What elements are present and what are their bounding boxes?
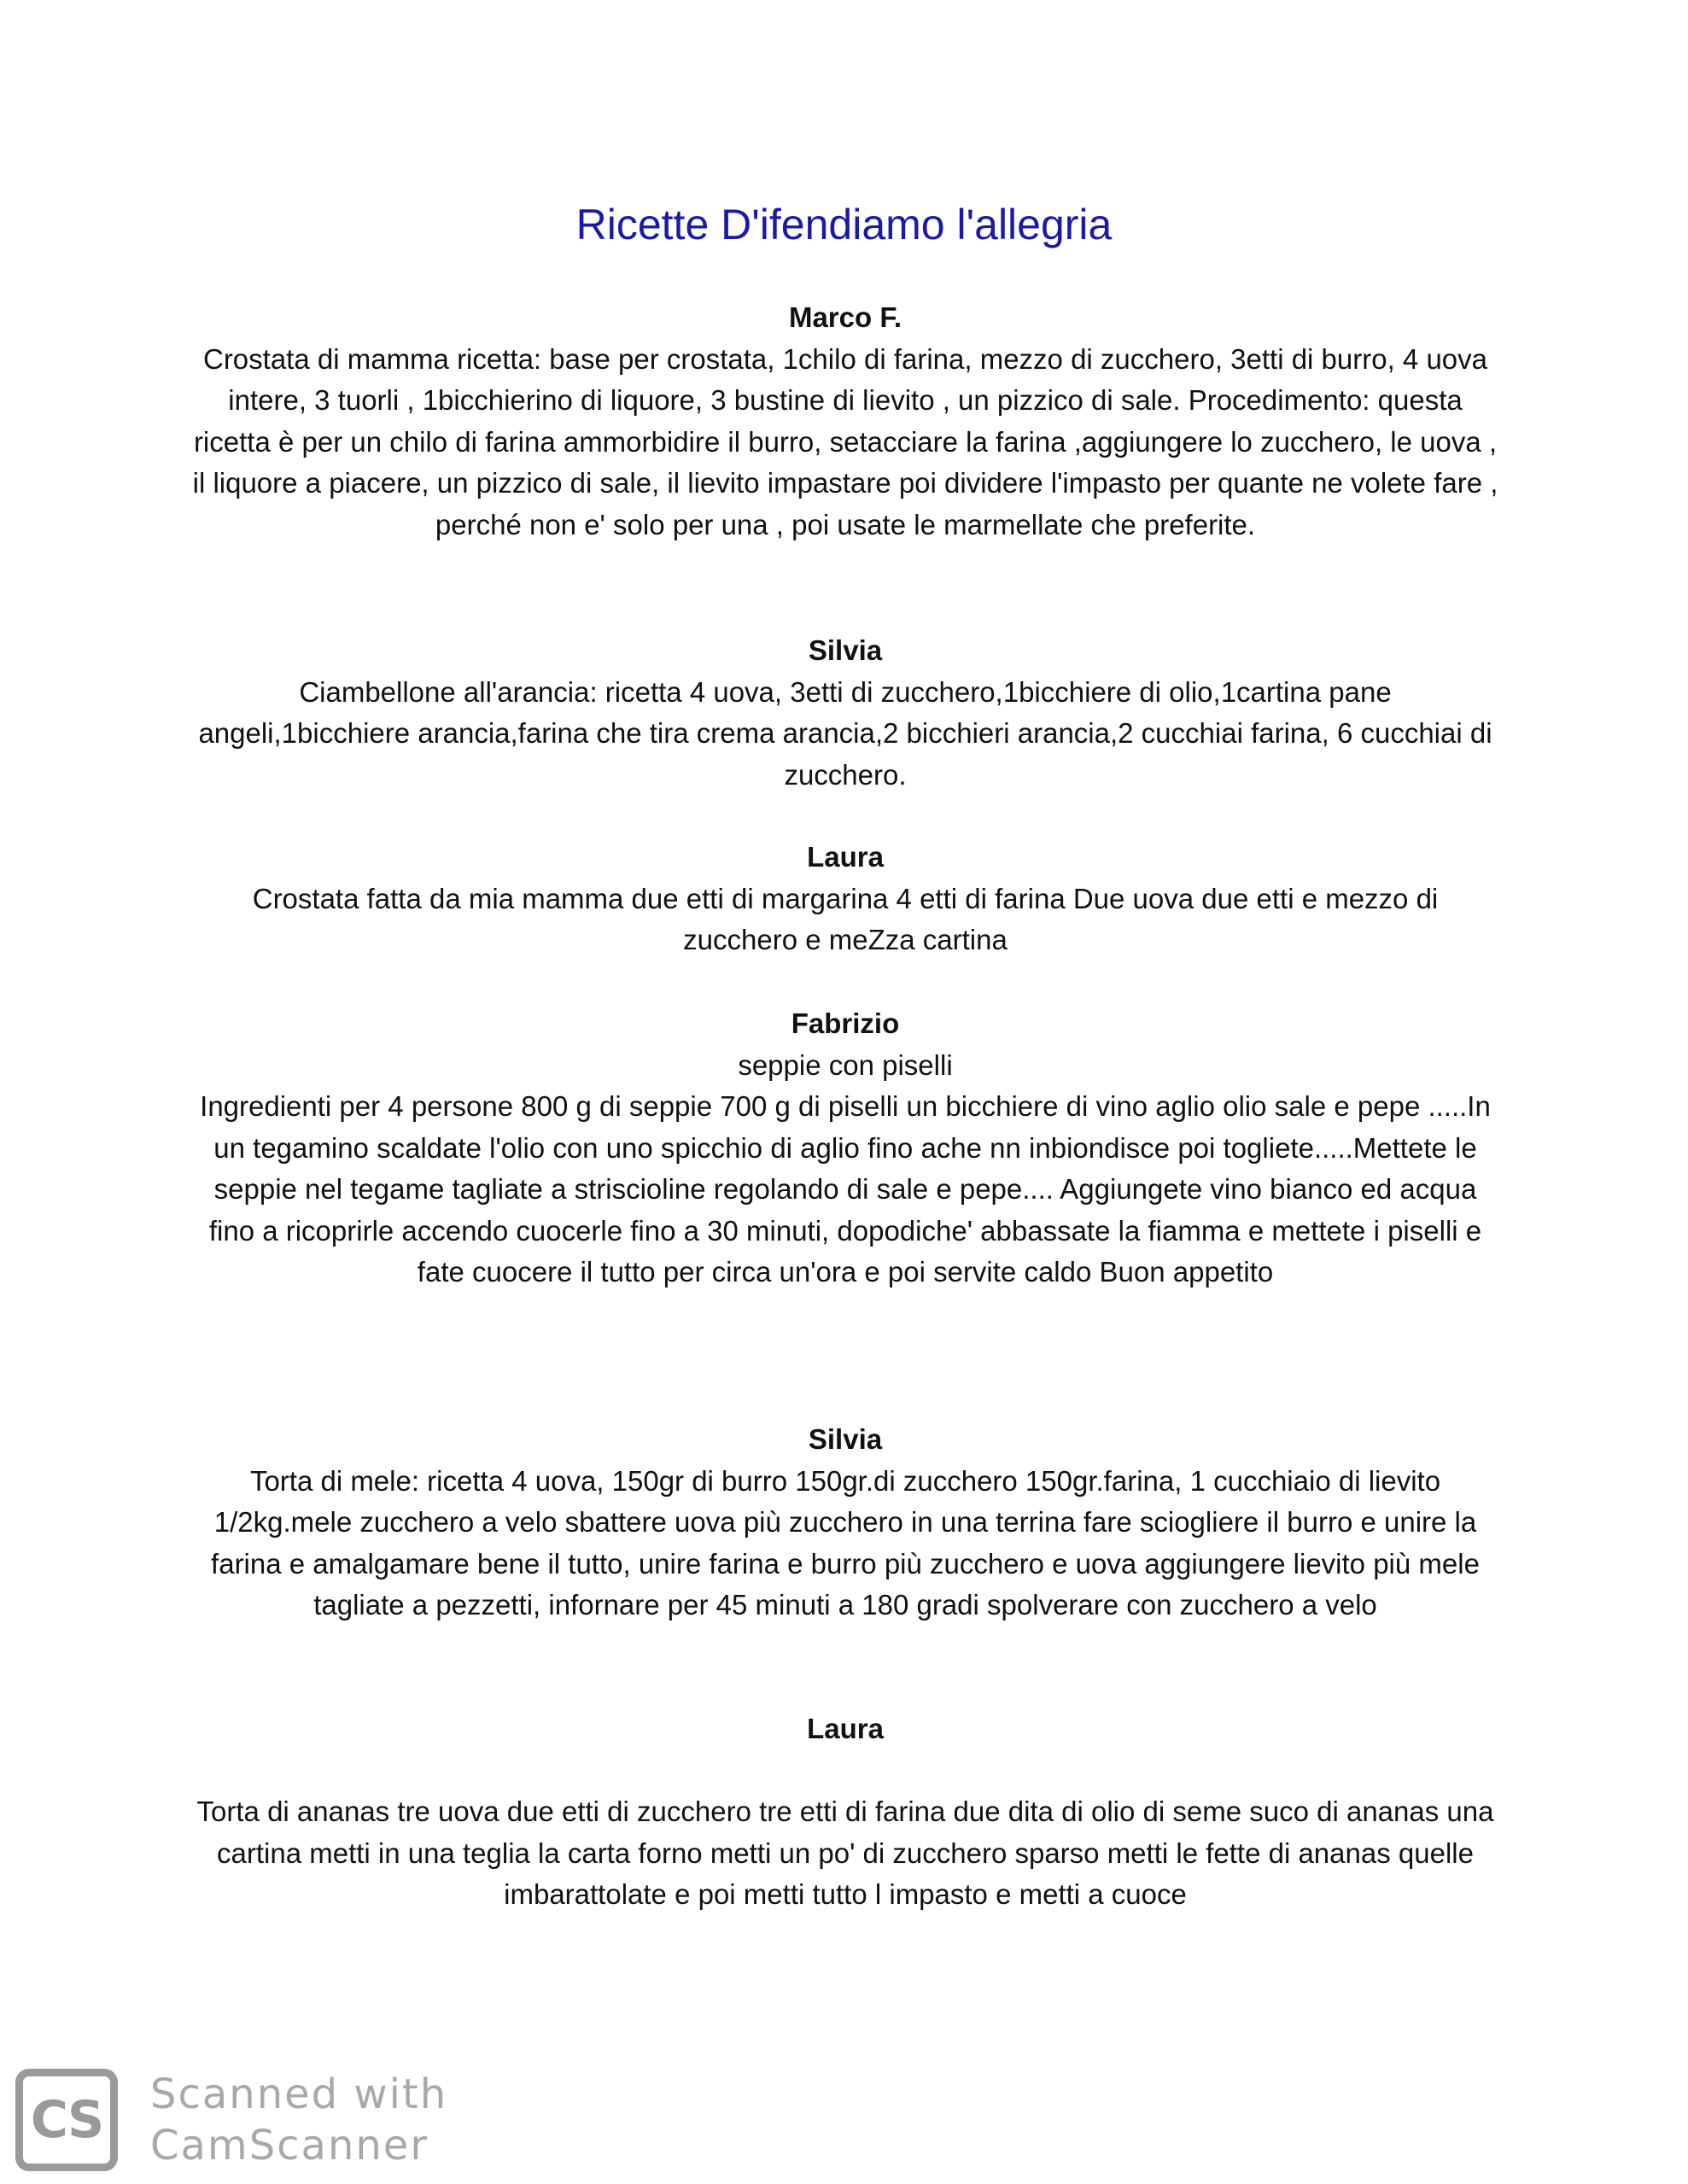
recipe-text: Ingredienti per 4 persone 800 g di seppie 700 g di piselli un bicchiere di vino aglio olio sale e pepe .....In un tegamino scaldate l'olio con uno spicchio di aglio fino ache nn inbiondisce poi togliete.....Mettete le seppie nel tegame tagliate a striscioline regolando di sale e pepe.... Aggiungete vino bianco ed acqua fino a ricoprirle accendo cuocerle fino a 30 minuti, dopodiche' abbassate la fiamma e mettete i piselli e fate cuocere il tutto per circa un'ora e poi servite caldo Buon appetito: [200, 1090, 1491, 1288]
recipe-author: Laura: [807, 1713, 884, 1744]
recipe-text: Crostata di mamma ricetta: base per crostata, 1chilo di farina, mezzo di zucchero, 3etti di burro, 4 uova intere, 3 tuorli , 1bicchierino di liquore, 3 bustine di lievito , un pizzico di sale. Procedimento: questa ricetta è per un chilo di farina ammorbidire il burro, setacciare la farina ,aggiungere lo zucchero, le uova , il liquore a piacere, un pizzico di sale, il lievito impastare poi dividere l'impasto per quante ne volete fare , perché non e' solo per una , poi usate le marmellate che preferite.: [192, 342, 1498, 540]
page-title: Ricette D'ifendiamo l'allegria: [575, 201, 1113, 248]
recipe-laura-crostata: [192, 837, 1498, 961]
camscanner-logo-icon: CS: [15, 2069, 118, 2171]
recipe-silvia-ciambellone: [192, 630, 1498, 796]
watermark-text: [150, 2069, 447, 2171]
recipe-text: Torta di mele: ricetta 4 uova, 150gr di burro 150gr.di zucchero 150gr.farina, 1 cucchiaio di lievito 1/2kg.mele zucchero a velo sbattere uova più zucchero in una terrina fare sciogliere il burro e unire la farina e amalgamare bene il tutto, unire farina e burro più zucchero e uova aggiungere lievito più mele tagliate a pezzetti, infornare per 45 minuti a 180 gradi spolverare con zucchero a velo: [211, 1464, 1480, 1620]
recipe-author: Silvia: [808, 634, 883, 666]
camscanner-watermark: [15, 2066, 447, 2173]
recipe-text: Torta di ananas tre uova due etti di zucchero tre etti di farina due dita di olio di seme suco di ananas una cartina metti in una teglia la carta forno metti un po' di zucchero sparso metti le fette di ananas quelle imbarattolate e poi metti tutto l impasto e metti a cuoce: [196, 1796, 1494, 1910]
recipe-author: Fabrizio: [791, 1007, 900, 1039]
recipe-silvia-torta-mele: [192, 1419, 1498, 1626]
recipe-laura-ananas: [192, 1708, 1498, 1916]
recipe-marco: [192, 297, 1498, 546]
recipe-fabrizio: [192, 1003, 1498, 1293]
watermark-line2: CamScanner: [150, 2121, 429, 2169]
recipe-text: Crostata fatta da mia mamma due etti di margarina 4 etti di farina Due uova due etti e mezzo di zucchero e meZza cartina: [252, 882, 1439, 955]
recipe-subtitle: seppie con piselli: [738, 1048, 953, 1081]
recipe-author: Silvia: [808, 1423, 883, 1455]
recipe-author: Laura: [807, 841, 884, 873]
recipe-text: Ciambellone all'arancia: ricetta 4 uova, 3etti di zucchero,1bicchiere di olio,1cartina pane angeli,1bicchiere arancia,farina che tira crema arancia,2 bicchieri arancia,2 cucchiai farina, 6 cucchiai di zucchero.: [198, 675, 1492, 791]
watermark-line1: Scanned with: [150, 2070, 448, 2118]
spacer: [192, 1750, 1498, 1792]
recipe-author: Marco F.: [788, 301, 902, 333]
